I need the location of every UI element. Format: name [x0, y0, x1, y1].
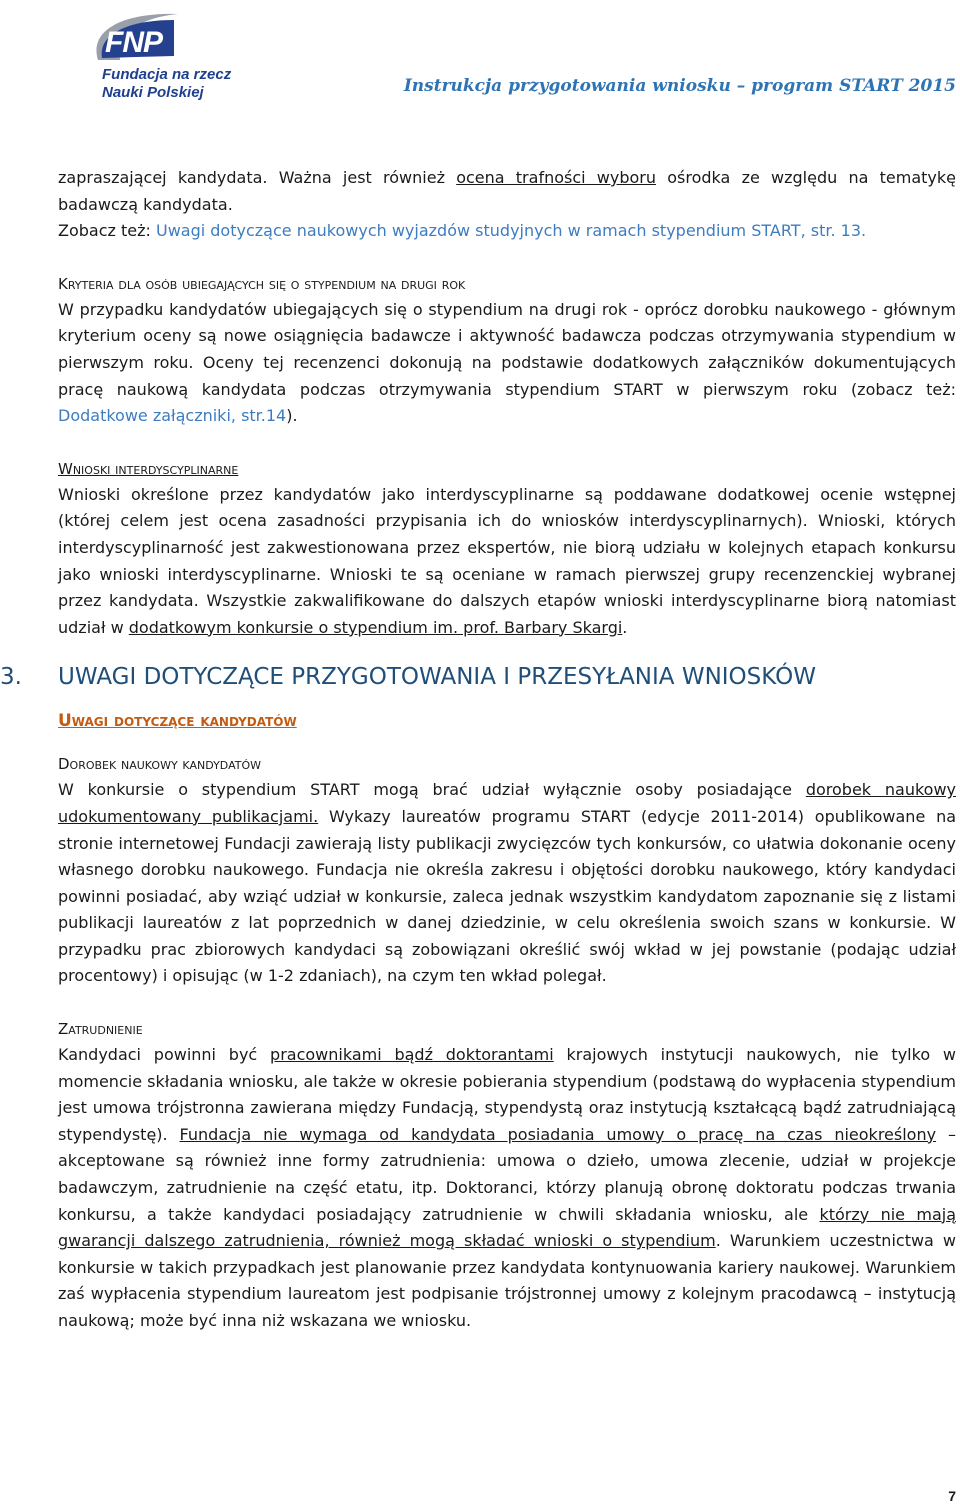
document-body — [0, 165, 957, 1335]
section-number: 3. — [0, 664, 22, 691]
header-title: Instrukcja przygotowania wniosku – program START 2015 — [403, 76, 956, 96]
fnp-logo — [58, 8, 258, 108]
heading-zatrudnienie: Zatrudnienie — [58, 1020, 143, 1039]
link-konkurs-skargi[interactable]: dodatkowym konkursie o stypendium im. prof. Barbary Skargi — [128, 617, 623, 637]
underline-umowa: Fundacja nie wymaga od kandydata posiadania umowy o pracę na czas nieokreślony — [179, 1124, 937, 1144]
link-ocena-trafnosci[interactable]: ocena trafności wyboru — [456, 168, 657, 187]
heading-dorobek: Dorobek naukowy kandydatów — [58, 755, 261, 774]
paragraph-kryteria: W przypadku kandydatów ubiegających się o stypendium na drugi rok - oprócz dorobku naukowego - głównym kryterium oceny są nowe osiągnięcia badawcze i aktywność badawcza podczas otrzymywania stypendium w pierwszym roku. Oceny tej recenzenci dokonują na podstawie dodatkowych załączników dokumentujących pracę naukową kandydata podczas otrzymywania stypendium START w pierwszym roku (zobacz też: Dodatkowe załączniki, str.14). — [58, 299, 956, 426]
heading-kryteria: Kryteria dla osób ubiegających się o stypendium na drugi rok — [58, 274, 466, 293]
underline-pracownicy: pracownikami bądź doktorantami — [270, 1045, 554, 1065]
link-uwagi-wyjazdy[interactable]: Uwagi dotyczące naukowych wyjazdów studyjnych w ramach stypendium START, str. 13. — [155, 221, 867, 241]
paragraph-wnioski: Wnioski określone przez kandydatów jako interdyscyplinarne są poddawane dodatkowej ocenie wstępnej (której celem jest ocena zasadności przypisania ich do wniosków interdyscyplinarnych). Wnioski, których interdyscyplinarność jest zakwestionowana przez ekspertów, nie biorą udziału w kolejnych etapach konkursu jako wnioski interdyscyplinarne. Wnioski te są oceniane w ramach pierwszej grupy recenzenckiej wybranej przez kandydata. Wszystkie zakwalifikowane do dalszych etapów wnioski interdyscyplinarne biorą natomiast udział w dodatkowym konkursie o stypendium im. prof. Barbary Skargi. — [58, 484, 956, 637]
section-heading — [0, 657, 956, 697]
logo-line-1: Fundacja na rzecz — [102, 66, 232, 83]
paragraph-zatrudnienie: Kandydaci powinni być pracownikami bądź doktorantami krajowych instytucji naukowych, nie tylko w momencie składania wniosku, ale także w okresie pobierania stypendium (podstawą do wypłacenia stypendium jest umowa trójstronna zawierana między Fundacją, stypendystą oraz instytucją kształcącą bądź zatrudniającą stypendystę). Fundacja nie wymaga od kandydata posiadania umowy o pracę na czas nieokreślony – akceptowane są również inne formy zatrudnienia: umowa o dzieło, umowa zlecenie, udział w projekcje badawczym, zatrudnienie na część etatu, itp. Doktoranci, którzy planują obronę doktoratu podczas trwania konkursu, a także kandydaci posiadający zatrudnienie w chwili składania wniosku, ale którzy nie mają gwarancji dalszego zatrudnienia, również mogą składać wnioski o stypendium. Warunkiem uczestnictwa w konkursie w takich przypadkach jest planowanie przez kandydata kontynuowania kariery naukowej. Warunkiem zaś wypłacenia stypendium laureatom jest podpisanie trójstronnej umowy z kolejnym pracodawcą – instytucją naukową; może być inna niż wskazana we wniosku. — [58, 1045, 956, 1330]
logo-line-2: Nauki Polskiej — [102, 84, 204, 101]
paragraph-see-also: Zobacz też: Uwagi dotyczące naukowych wyjazdów studyjnych w ramach stypendium START, str. 13. — [58, 221, 867, 241]
underline-dorobek: dorobek naukowy udokumentowany publikacjami. — [58, 780, 956, 826]
page-number: 7 — [948, 1488, 956, 1504]
subsection-heading: Uwagi dotyczące kandydatów — [58, 711, 297, 732]
link-dodatkowe-zalaczniki[interactable]: Dodatkowe załączniki, str.14 — [58, 406, 287, 426]
heading-wnioski-interdyscyplinarne: Wnioski interdyscyplinarne — [58, 459, 239, 478]
underline-gwarancja: którzy nie mają gwarancji dalszego zatrudnienia, również mogą składać wnioski o stypendium — [58, 1204, 956, 1251]
paragraph-intro: zapraszającej kandydata. Ważna jest również ocena trafności wyboru ośrodka ze względu na tematykę badawczą kandydata. — [58, 168, 957, 214]
paragraph-dorobek: W konkursie o stypendium START mogą brać udział wyłącznie osoby posiadające dorobek naukowy udokumentowany publikacjami. Wykazy laureatów programu START (edycje 2011-2014) opublikowane na stronie internetowej Fundacji zawierają listy publikacji zwycięzców tych konkursów, co ułatwia dokonanie oceny własnego dorobku naukowego. Fundacja nie określa zakresu i objętości dorobku naukowego, który kandydaci powinni posiadać, aby wziąć udział w konkursie, zaleca jednak wszystkim kandydatom zapoznanie się z listami publikacji laureatów z lat poprzednich w danej dziedzinie, w celu określenia swoich szans w konkursie. W przypadku prac zbiorowych kandydaci są zobowiązani określić swój wkład w jej powstanie (podając udział procentowy) i opisując (w 1-2 zdaniach), na czym ten wkład polegał. — [58, 780, 957, 986]
logo-fnp-text: FNP — [105, 26, 162, 59]
section-title: UWAGI DOTYCZĄCE PRZYGOTOWANIA I PRZESYŁANIA WNIOSKÓW — [58, 664, 816, 691]
